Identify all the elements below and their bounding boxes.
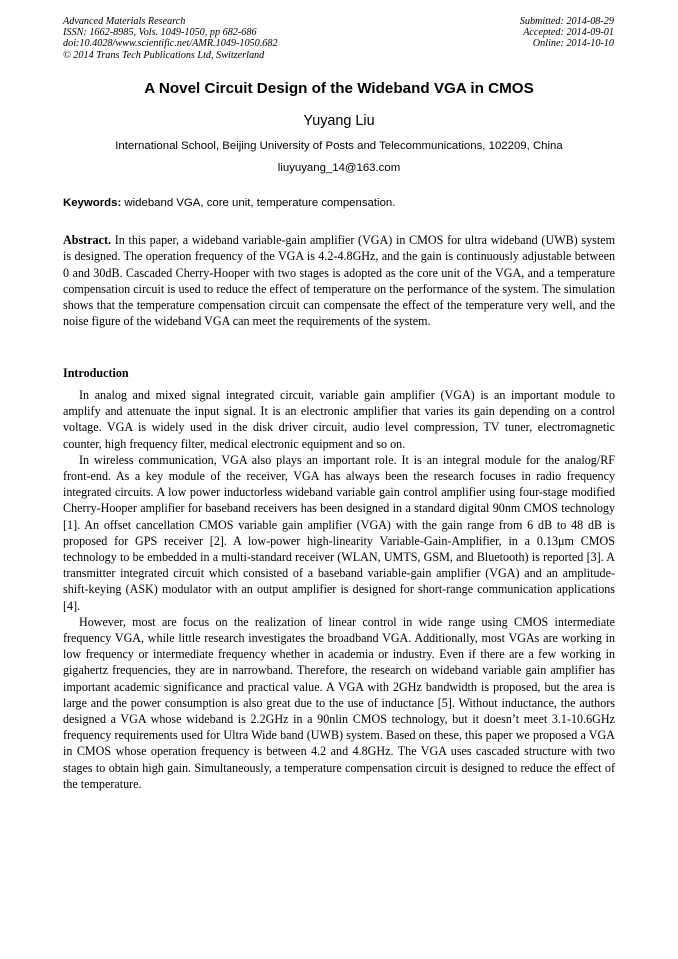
keywords — [63, 197, 615, 209]
abstract-label: Abstract. — [63, 233, 112, 247]
section-heading-introduction: Introduction — [63, 366, 129, 380]
copyright-line: © 2014 Trans Tech Publications Ltd, Switzerland — [63, 49, 265, 61]
journal-header-right — [520, 16, 614, 50]
paragraph: In wireless communication, VGA also plays an important role. It is an integral module for the analog/RF front-end. As a key module of the receiver, VGA has always been the research focuses in radio frequency integrated circuits. A low power inductorless wideband variable gain control amplifier using four-stage modified Cherry-Hooper amplifier for baseband receivers has been designed in a standard digital 90nm CMOS technology [1]. An offset cancellation CMOS variable gain amplifier (VGA) with the gain range from 6 dB to 48 dB is proposed for GPS receiver [2]. A low-power high-linearity Variable-Gain-Amplifier, in a 0.13μm CMOS technology to be embedded in a multi-standard receiver (WLAN, UMTS, GSM, and Bluetooth) is reported [3]. A transmitter integrated circuit which consisted of a baseband variable-gain amplifier (VGA) and an amplitude-shift-keying (ASK) modulator with an output amplifier is designed for short-range communication applications [4]. — [63, 452, 615, 613]
online-date: Online: 2014-10-10 — [532, 38, 614, 50]
accepted-date: Accepted: 2014-09-01 — [523, 27, 614, 39]
author-email: liuyuyang_14@163.com — [277, 162, 401, 174]
submitted-date: Submitted: 2014-08-29 — [519, 16, 614, 27]
author-name: Yuyang Liu — [303, 113, 375, 129]
journal-name: Advanced Materials Research — [63, 16, 186, 27]
paper-title: A Novel Circuit Design of the Wideband VGA in CMOS — [144, 80, 534, 97]
abstract-text: In this paper, a wideband variable-gain amplifier (VGA) in CMOS for ultra wideband (UWB) system is designed. The operation frequency of the VGA is 4.2-4.8GHz, and the gain is continuously adjustable between 0 and 30dB. Cascaded Cherry-Hooper with two stages is adopted as the core unit of the VGA, and a temperature compensation circuit is used to reduce the effect of temperature on the performance of the system. The simulation shows that the temperature compensation circuit can compensate the effect of the temperature very well, and the noise figure of the wideband VGA can meet the requirements of the system. — [63, 233, 615, 329]
keywords-label: Keywords: — [63, 197, 122, 209]
issn-line: ISSN: 1662-8985, Vols. 1049-1050, pp 682-686 — [63, 27, 257, 39]
introduction-body — [63, 387, 615, 792]
keywords-text: wideband VGA, core unit, temperature compensation. — [124, 197, 396, 209]
paragraph: In analog and mixed signal integrated circuit, variable gain amplifier (VGA) is an important module to amplify and attenuate the input signal. It is an electronic amplifier that varies its gain depending on a control voltage. VGA is widely used in the disk driver circuit, audio level compression, TV tuner, electromagnetic counter, high frequency filter, medical electronic equipment and so on. — [63, 388, 615, 451]
paragraph: However, most are focus on the realization of linear control in wide range using CMOS intermediate frequency VGA, while little research investigates the broadband VGA. Additionally, most VGAs are working in low frequency or intermediate frequency whether in academia or industry. Even if there are a few working in gigahertz frequencies, they are in narrowband. Therefore, the research on wideband variable gain amplifier has important academic significance and practical value. A VGA with 2GHz bandwidth is proposed, but the area is large and the power consumption is also great due to the use of inductance [5]. Without inductance, the authors designed a VGA whose wideband is 2.2GHz in a 90nlin CMOS technology, but it doesn’t meet 3.1-10.6GHz frequency requirements used for Ultra Wide band (UWB) system. Based on these, this paper we proposed a VGA in CMOS whose operation frequency is between 4.2 and 4.8GHz. The VGA uses cascaded structure with two stages to obtain high gain. Simultaneously, a temperature compensation circuit is designed to reduce the effect of the temperature. — [63, 614, 615, 791]
doi-line: doi:10.4028/www.scientific.net/AMR.1049-1050.682 — [63, 38, 278, 50]
journal-header-left — [63, 16, 278, 61]
abstract — [63, 232, 615, 330]
author-affiliation: International School, Beijing University of Posts and Telecommunications, 102209, China — [115, 140, 563, 152]
